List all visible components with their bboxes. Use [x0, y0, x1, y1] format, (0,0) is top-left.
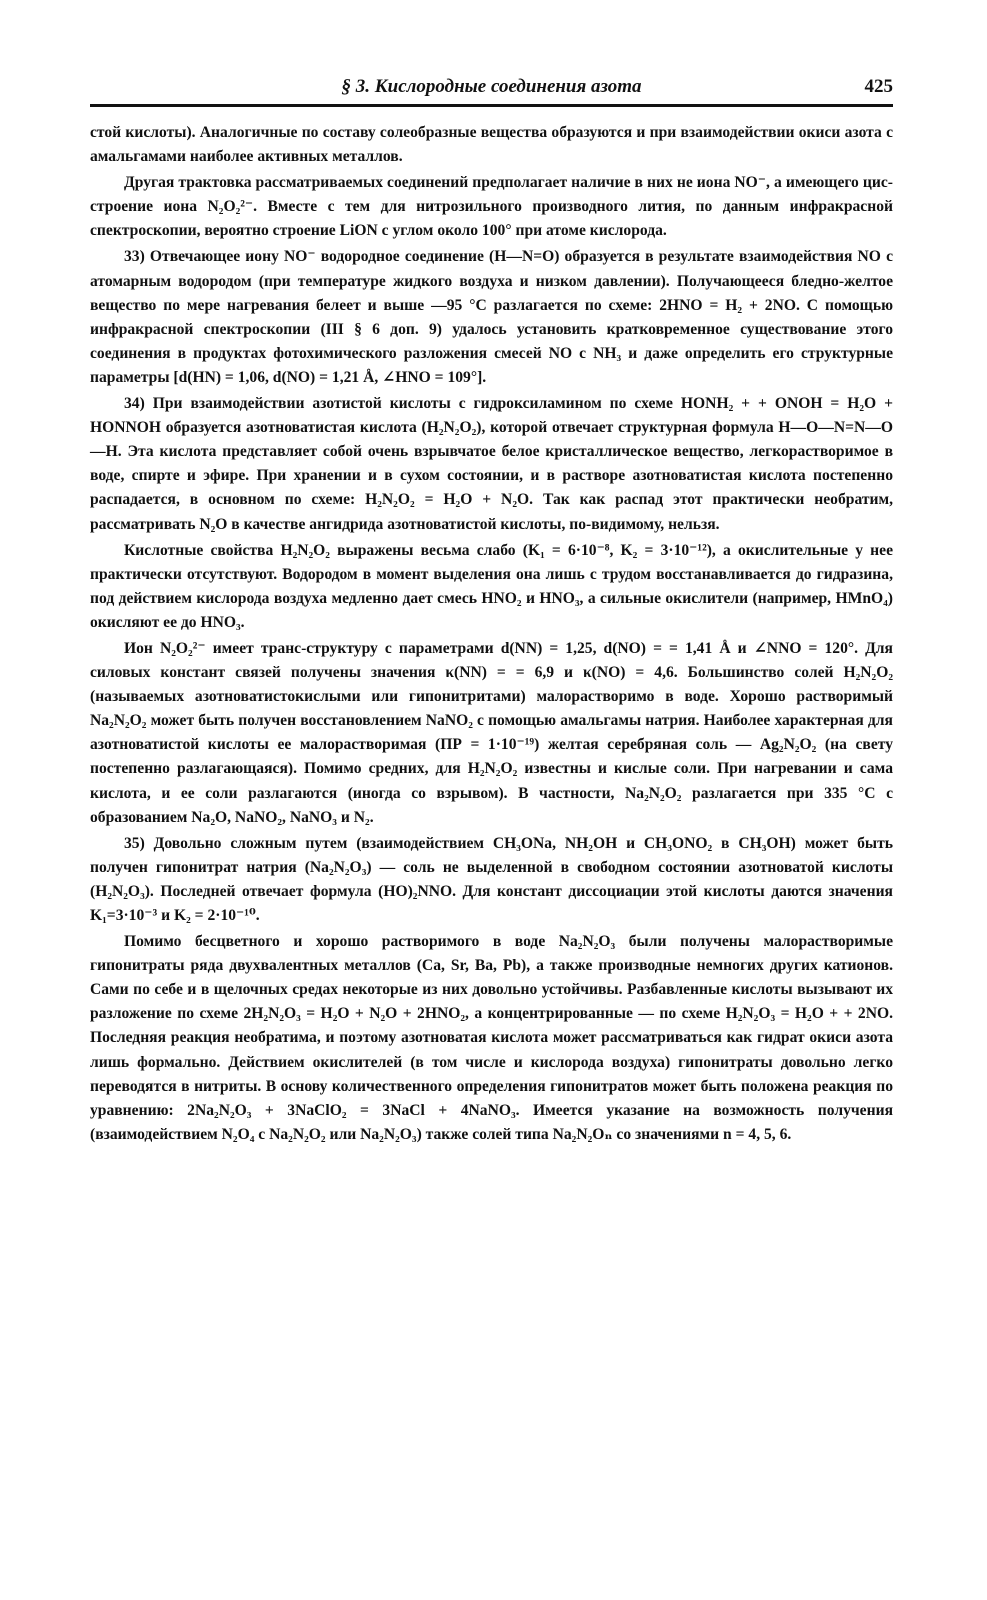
section-title: § 3. Кислородные соединения азота	[341, 76, 642, 97]
paragraph-hyponitrates: Помимо бесцветного и хорошо растворимого в воде Na₂N₂O₃ были получены малорастворимые гипонитраты ряда двухвалентных металлов (Ca, Sr, Ba, Pb), а также производные немногих других катионов. Сами по себе и в щелочных средах некоторые из них довольно устойчивы. Разбавленные кислоты вызывают их разложение по схеме 2H₂N₂O₃ = H₂O + N₂O + 2HNO₂, а концентрированные — по схеме H₂N₂O₃ = H₂O + + 2NO. Последняя реакция необратима, и поэтому азотноватая кислота может рассматриваться как гидрат окиси азота лишь формально. Действием окислителей (в том числе и кислорода воздуха) гипонитраты довольно легко переводятся в нитриты. В основу количественного определения гипонитратов может быть положена реакция по уравнению: 2Na₂N₂O₃ + 3NaClO₂ = 3NaCl + 4NaNO₃. Имеется указание на возможность получения (взаимодействием N₂O₄ с Na₂N₂O₂ или Na₂N₂O₃) также солей типа Na₂N₂Oₙ со значениями n = 4, 5, 6.	[90, 933, 893, 1143]
page-number: 425	[864, 76, 893, 97]
running-header	[90, 70, 893, 102]
paragraph-alternative-interpretation: Другая трактовка рассматриваемых соединений предполагает наличие в них не иона NO⁻, а имеющего цис-строение иона N₂O₂²⁻. Вместе с тем для нитрозильного производного лития, по данным инфракрасной спектроскопии, вероятно строение LiON с углом около 100° при атоме кислорода.	[90, 174, 893, 240]
paragraph-ion-structure: Ион N₂O₂²⁻ имеет транс-структуру с параметрами d(NN) = 1,25, d(NO) = = 1,41 Å и ∠NNO = 120°. Для силовых констант связей получены значения κ(NN) = = 6,9 и κ(NO) = 4,6. Большинство солей H₂N₂O₂ (называемых азотноватистокислыми или гипонитритами) малорастворимо в воде. Хорошо растворимый Na₂N₂O₂ может быть получен восстановлением NaNO₂ с помощью амальгамы натрия. Наиболее характерная для азотноватистой кислоты ее малорастворимая (ПР = 1·10⁻¹⁹) желтая серебряная соль — Ag₂N₂O₂ (на свету постепенно разлагающаяся). Помимо средних, для H₂N₂O₂ известны и кислые соли. При нагревании и сама кислота, и ее соли разлагаются (иногда со взрывом). В частности, Na₂N₂O₂ разлагается при 335 °C с образованием Na₂O, NaNO₂, NaNO₃ и N₂.	[90, 639, 893, 826]
paragraph-acid-properties: Кислотные свойства H₂N₂O₂ выражены весьма слабо (K₁ = 6·10⁻⁸, K₂ = 3·10⁻¹²), а окислительные у нее практически отсутствуют. Водородом в момент выделения она лишь с трудом восстанавливается до гидразина, под действием кислорода воздуха медленно дает смесь HNO₂ и HNO₃, а сильные окислители (например, HMnO₄) окисляют ее до HNO₃.	[90, 541, 893, 631]
header-rule	[90, 104, 893, 107]
paragraph-note-33: 33) Отвечающее иону NO⁻ водородное соединение (H—N=O) образуется в результате взаимодействия NO с атомарным водородом (при температуре жидкого воздуха и низком давлении). Получающееся бледно-желтое вещество по мере нагревания белеет и выше —95 °C разлагается по схеме: 2HNO = H₂ + 2NO. С помощью инфракрасной спектроскопии (III § 6 доп. 9) удалось установить кратковременное существование этого соединения в продуктах фотохимического разложения смесей NO с NH₃ и даже определить его структурные параметры [d(HN) = 1,06, d(NO) = 1,21 Å, ∠HNO = 109°].	[90, 248, 893, 386]
paragraph-continuation: стой кислоты). Аналогичные по составу солеобразные вещества образуются и при взаимодействии окиси азота с амальгамами наиболее активных металлов.	[90, 124, 893, 166]
body-text	[90, 121, 893, 1147]
paragraph-note-35: 35) Довольно сложным путем (взаимодействием CH₃ONa, NH₂OH и CH₃ONO₂ в CH₃OH) может быть получен гипонитрат натрия (Na₂N₂O₃) — соль не выделенной в свободном состоянии азотноватой кислоты (H₂N₂O₃). Последней отвечает формула (HO)₂NNO. Для констант диссоциации этой кислоты даются значения K₁=3·10⁻³ и K₂ = 2·10⁻¹⁰.	[90, 834, 893, 924]
paragraph-note-34: 34) При взаимодействии азотистой кислоты с гидроксиламином по схеме HONH₂ + + ONOH = H₂O + HONNOH образуется азотноватистая кислота (H₂N₂O₂), которой отвечает структурная формула H—O—N=N—O—H. Эта кислота представляет собой очень взрывчатое белое кристаллическое вещество, легкорастворимое в воде, спирте и эфире. При хранении и в сухом состоянии, и в растворе азотноватистая кислота постепенно распадается, в основном по схеме: H₂N₂O₂ = H₂O + N₂O. Так как распад этот практически необратим, рассматривать N₂O в качестве ангидрида азотноватистой кислоты, по-видимому, нельзя.	[90, 395, 893, 533]
